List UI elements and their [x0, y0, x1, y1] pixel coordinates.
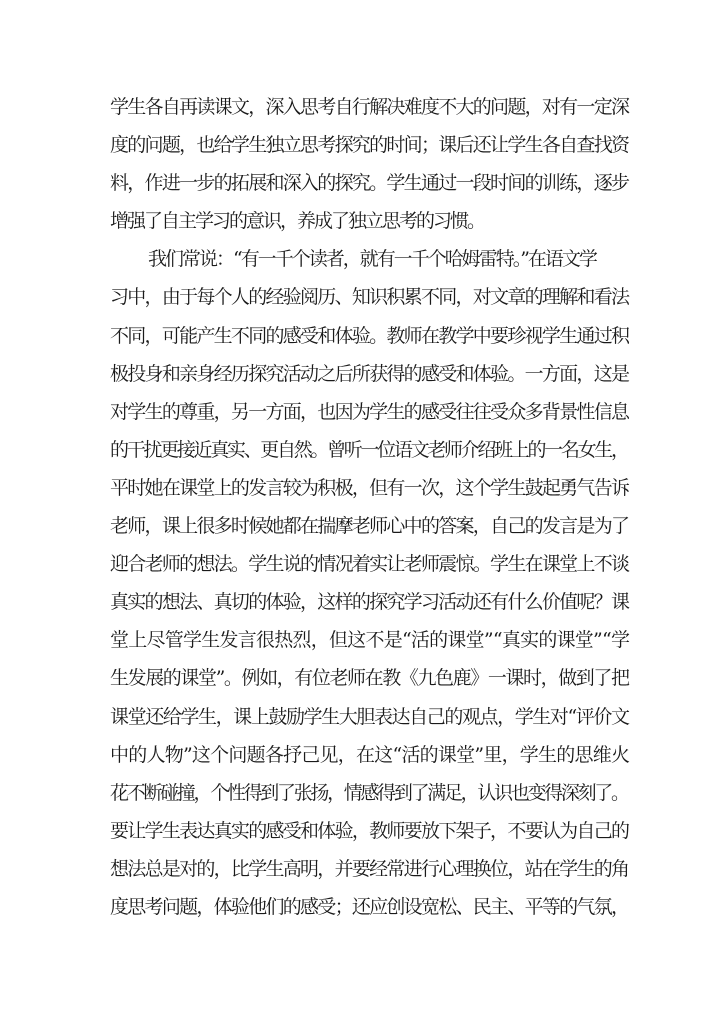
paragraph-1: [110, 88, 630, 240]
text-line: 真实的想法、真切的体验，这样的探究学习活动还有什么价值呢？课: [110, 591, 629, 614]
text-line: 度思考问题，体验他们的感受；还应创设宽松、民主、平等的气氛，: [110, 895, 629, 918]
text-line: 课堂还给学生，课上鼓励学生大胆表达自己的观点，学生对“评价文: [110, 705, 629, 728]
text-line: 不同，可能产生不同的感受和体验。教师在教学中要珍视学生通过积: [110, 324, 629, 347]
text-line: 我们常说：“有一千个读者，就有一千个哈姆雷特。”在语文学: [148, 248, 596, 271]
text-line: 想法总是对的，比学生高明，并要经常进行心理换位，站在学生的角: [110, 857, 629, 880]
text-line: 老师，课上很多时候她都在揣摩老师心中的答案，自己的发言是为了: [110, 515, 629, 538]
text-line: 度的问题，也给学生独立思考探究的时间；课后还让学生各自查找资: [110, 134, 629, 157]
text-line: 迎合老师的想法。学生说的情况着实让老师震惊。学生在课堂上不谈: [110, 553, 629, 576]
text-line: 堂上尽管学生发言很热烈，但这不是“活的课堂”“真实的课堂”“学: [110, 629, 630, 652]
text-line: 极投身和亲身经历探究活动之后所获得的感受和体验。一方面，这是: [110, 362, 629, 385]
document-body: [110, 88, 630, 926]
text-line: 增强了自主学习的意识，养成了独立思考的习惯。: [110, 210, 485, 233]
paragraph-2: [110, 240, 630, 926]
text-line: 生发展的课堂”。例如，有位老师在教《九色鹿》一课时，做到了把: [110, 667, 629, 690]
text-line: 料，作进一步的拓展和深入的探究。学生通过一段时间的训练，逐步: [110, 172, 629, 195]
text-line: 平时她在课堂上的发言较为积极，但有一次，这个学生鼓起勇气告诉: [110, 476, 629, 499]
text-line: 对学生的尊重，另一方面，也因为学生的感受往往受众多背景性信息: [110, 400, 629, 423]
text-line: 要让学生表达真实的感受和体验，教师要放下架子，不要认为自己的: [110, 819, 629, 842]
text-line: 习中，由于每个人的经验阅历、知识积累不同，对文章的理解和看法: [110, 286, 629, 309]
text-line: 学生各自再读课文，深入思考自行解决难度不大的问题，对有一定深: [110, 96, 629, 118]
text-line: 花不断碰撞，个性得到了张扬，情感得到了满足，认识也变得深刻了。: [110, 781, 628, 804]
text-line: 的干扰更接近真实、更自然。曾听一位语文老师介绍班上的一名女生，: [110, 438, 628, 461]
text-line: 中的人物”这个问题各抒己见，在这“活的课堂”里，学生的思维火: [110, 743, 630, 766]
